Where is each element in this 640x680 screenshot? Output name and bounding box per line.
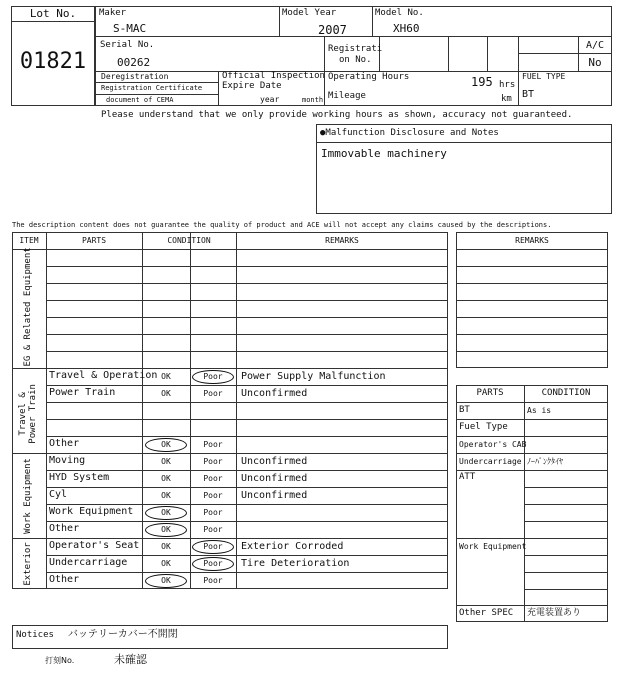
selection-circle (192, 370, 234, 384)
registration-label-2: on No. (339, 55, 372, 65)
main-table (12, 232, 448, 589)
stamp-value: 未確認 (114, 653, 147, 666)
model-no-value: XH60 (393, 22, 420, 35)
table-row-part: HYD System (49, 472, 110, 483)
selection-circle (192, 557, 234, 571)
table-row-part: Power Train (49, 387, 116, 398)
poor-option: Poor (203, 542, 223, 551)
table-row-part: Other (49, 574, 80, 585)
table-row-remark: Unconfirmed (241, 388, 308, 399)
operating-hours-value: 195 (471, 75, 493, 89)
fuel-type-label: FUEL TYPE (522, 72, 566, 81)
stamp-label: 打刻No. (45, 656, 75, 665)
ok-option: OK (161, 542, 171, 551)
table-row-part: Operator's Seat (49, 540, 140, 551)
poor-option: Poor (203, 559, 223, 568)
poor-option: Poor (203, 457, 223, 466)
ok-option: OK (161, 372, 171, 381)
table-row-part: Moving (49, 455, 86, 466)
fuel-type-value: BT (522, 89, 535, 100)
ok-option: OK (161, 576, 171, 585)
parts-header: PARTS (81, 236, 107, 245)
side-remarks-header: REMARKS (515, 236, 549, 245)
side-other-spec-label: Other SPEC (459, 608, 514, 618)
poor-option: Poor (203, 372, 223, 381)
side-cab-label: Operator's CAB (459, 440, 527, 449)
ok-option: OK (161, 474, 171, 483)
section-work-label: Work Equipment (23, 458, 34, 534)
poor-option: Poor (203, 474, 223, 483)
ok-option: OK (161, 508, 171, 517)
selection-circle (145, 438, 187, 452)
table-row-part: Cyl (49, 489, 68, 500)
side-other-spec-value: 充電装置あり (527, 608, 582, 618)
table-row-part: Work Equipment (49, 506, 134, 517)
table-row-remark: Unconfirmed (241, 456, 308, 467)
registration-certificate-label: Registration Certificate (101, 84, 203, 92)
table-row-part: Travel & Operation (49, 370, 158, 381)
hrs-unit: hrs (499, 80, 516, 90)
table-row-remark: Power Supply Malfunction (241, 371, 386, 382)
disclaimer: The description content does not guarantee the quality of product and ACE will not accept any claims caused by the descriptions. (12, 221, 552, 229)
remarks-header: REMARKS (325, 236, 359, 245)
serial-label: Serial No. (100, 40, 155, 50)
side-parts-header: PARTS (476, 388, 504, 398)
hours-note: Please understand that we only provide working hours as shown, accuracy not guaranteed. (101, 110, 573, 120)
selection-circle (145, 506, 187, 520)
side-undercarriage-label: Undercarriage (459, 457, 522, 466)
table-row-remark: Unconfirmed (241, 490, 308, 501)
deregistration-label: Deregistration (101, 72, 169, 81)
side-bt-value: As is (527, 406, 552, 415)
maker-label: Maker (99, 8, 127, 18)
year-label: year (260, 95, 280, 104)
lot-number: 01821 (19, 49, 87, 74)
ok-option: OK (161, 491, 171, 500)
side-bt-label: BT (459, 405, 470, 415)
serial-value: 00262 (117, 56, 151, 69)
selection-circle (145, 523, 187, 537)
model-year-label: Model Year (282, 8, 337, 18)
table-row-remark: Exterior Corroded (241, 541, 344, 552)
month-label: month (302, 96, 324, 104)
ok-option: OK (161, 440, 171, 449)
ac-label: A/C (585, 40, 605, 51)
side-undercarriage-value: ﾉｰﾊﾟﾝｸﾀｲﾔ (527, 457, 563, 466)
poor-option: Poor (203, 491, 223, 500)
item-header: ITEM (19, 236, 39, 245)
side-fuel-type-label: Fuel Type (459, 422, 508, 432)
mileage-label: Mileage (328, 91, 366, 101)
side-att-label: ATT (459, 472, 476, 482)
section-travel-text: Travel & Power Train (18, 384, 38, 444)
poor-option: Poor (203, 389, 223, 398)
notices-label: Notices (16, 630, 54, 640)
notices-text: バッテリーカバー不開閉 (68, 629, 178, 640)
table-row-part: Other (49, 523, 80, 534)
model-no-label: Model No. (375, 8, 424, 18)
section-exterior-label: Exterior (23, 542, 34, 586)
ac-value: No (588, 56, 602, 69)
table-row-remark: Tire Deterioration (241, 558, 350, 569)
selection-circle (145, 574, 187, 588)
ok-option: OK (161, 559, 171, 568)
side-condition-header: CONDITION (541, 388, 591, 398)
table-row-part: Undercarriage (49, 557, 128, 568)
ok-option: OK (161, 389, 171, 398)
registration-label: Registrati (328, 44, 383, 54)
poor-option: Poor (203, 508, 223, 517)
ok-option: OK (161, 457, 171, 466)
malfunction-text: Immovable machinery (321, 147, 447, 160)
condition-header: CONDITION (167, 236, 211, 245)
inspection-label-2: Expire Date (222, 81, 282, 91)
section-eg-label: EG & Related Equipment (23, 247, 34, 367)
table-row-part: Other (49, 438, 80, 449)
maker-value: S-MAC (113, 22, 147, 35)
lot-label: Lot No. (29, 7, 77, 20)
km-unit: km (501, 94, 512, 104)
poor-option: Poor (203, 576, 223, 585)
table-row-remark: Unconfirmed (241, 473, 308, 484)
poor-option: Poor (203, 525, 223, 534)
selection-circle (192, 540, 234, 554)
ok-option: OK (161, 525, 171, 534)
model-year-value: 2007 (318, 23, 347, 37)
poor-option: Poor (203, 440, 223, 449)
malfunction-title: ●Malfunction Disclosure and Notes (320, 128, 499, 138)
inspection-label: Official Inspection (222, 71, 325, 81)
cema-label: document of CEMA (106, 96, 174, 104)
operating-hours-label: Operating Hours (328, 72, 410, 82)
side-work-equipment-label: Work Equipment (459, 542, 527, 551)
section-travel-label (19, 372, 39, 456)
